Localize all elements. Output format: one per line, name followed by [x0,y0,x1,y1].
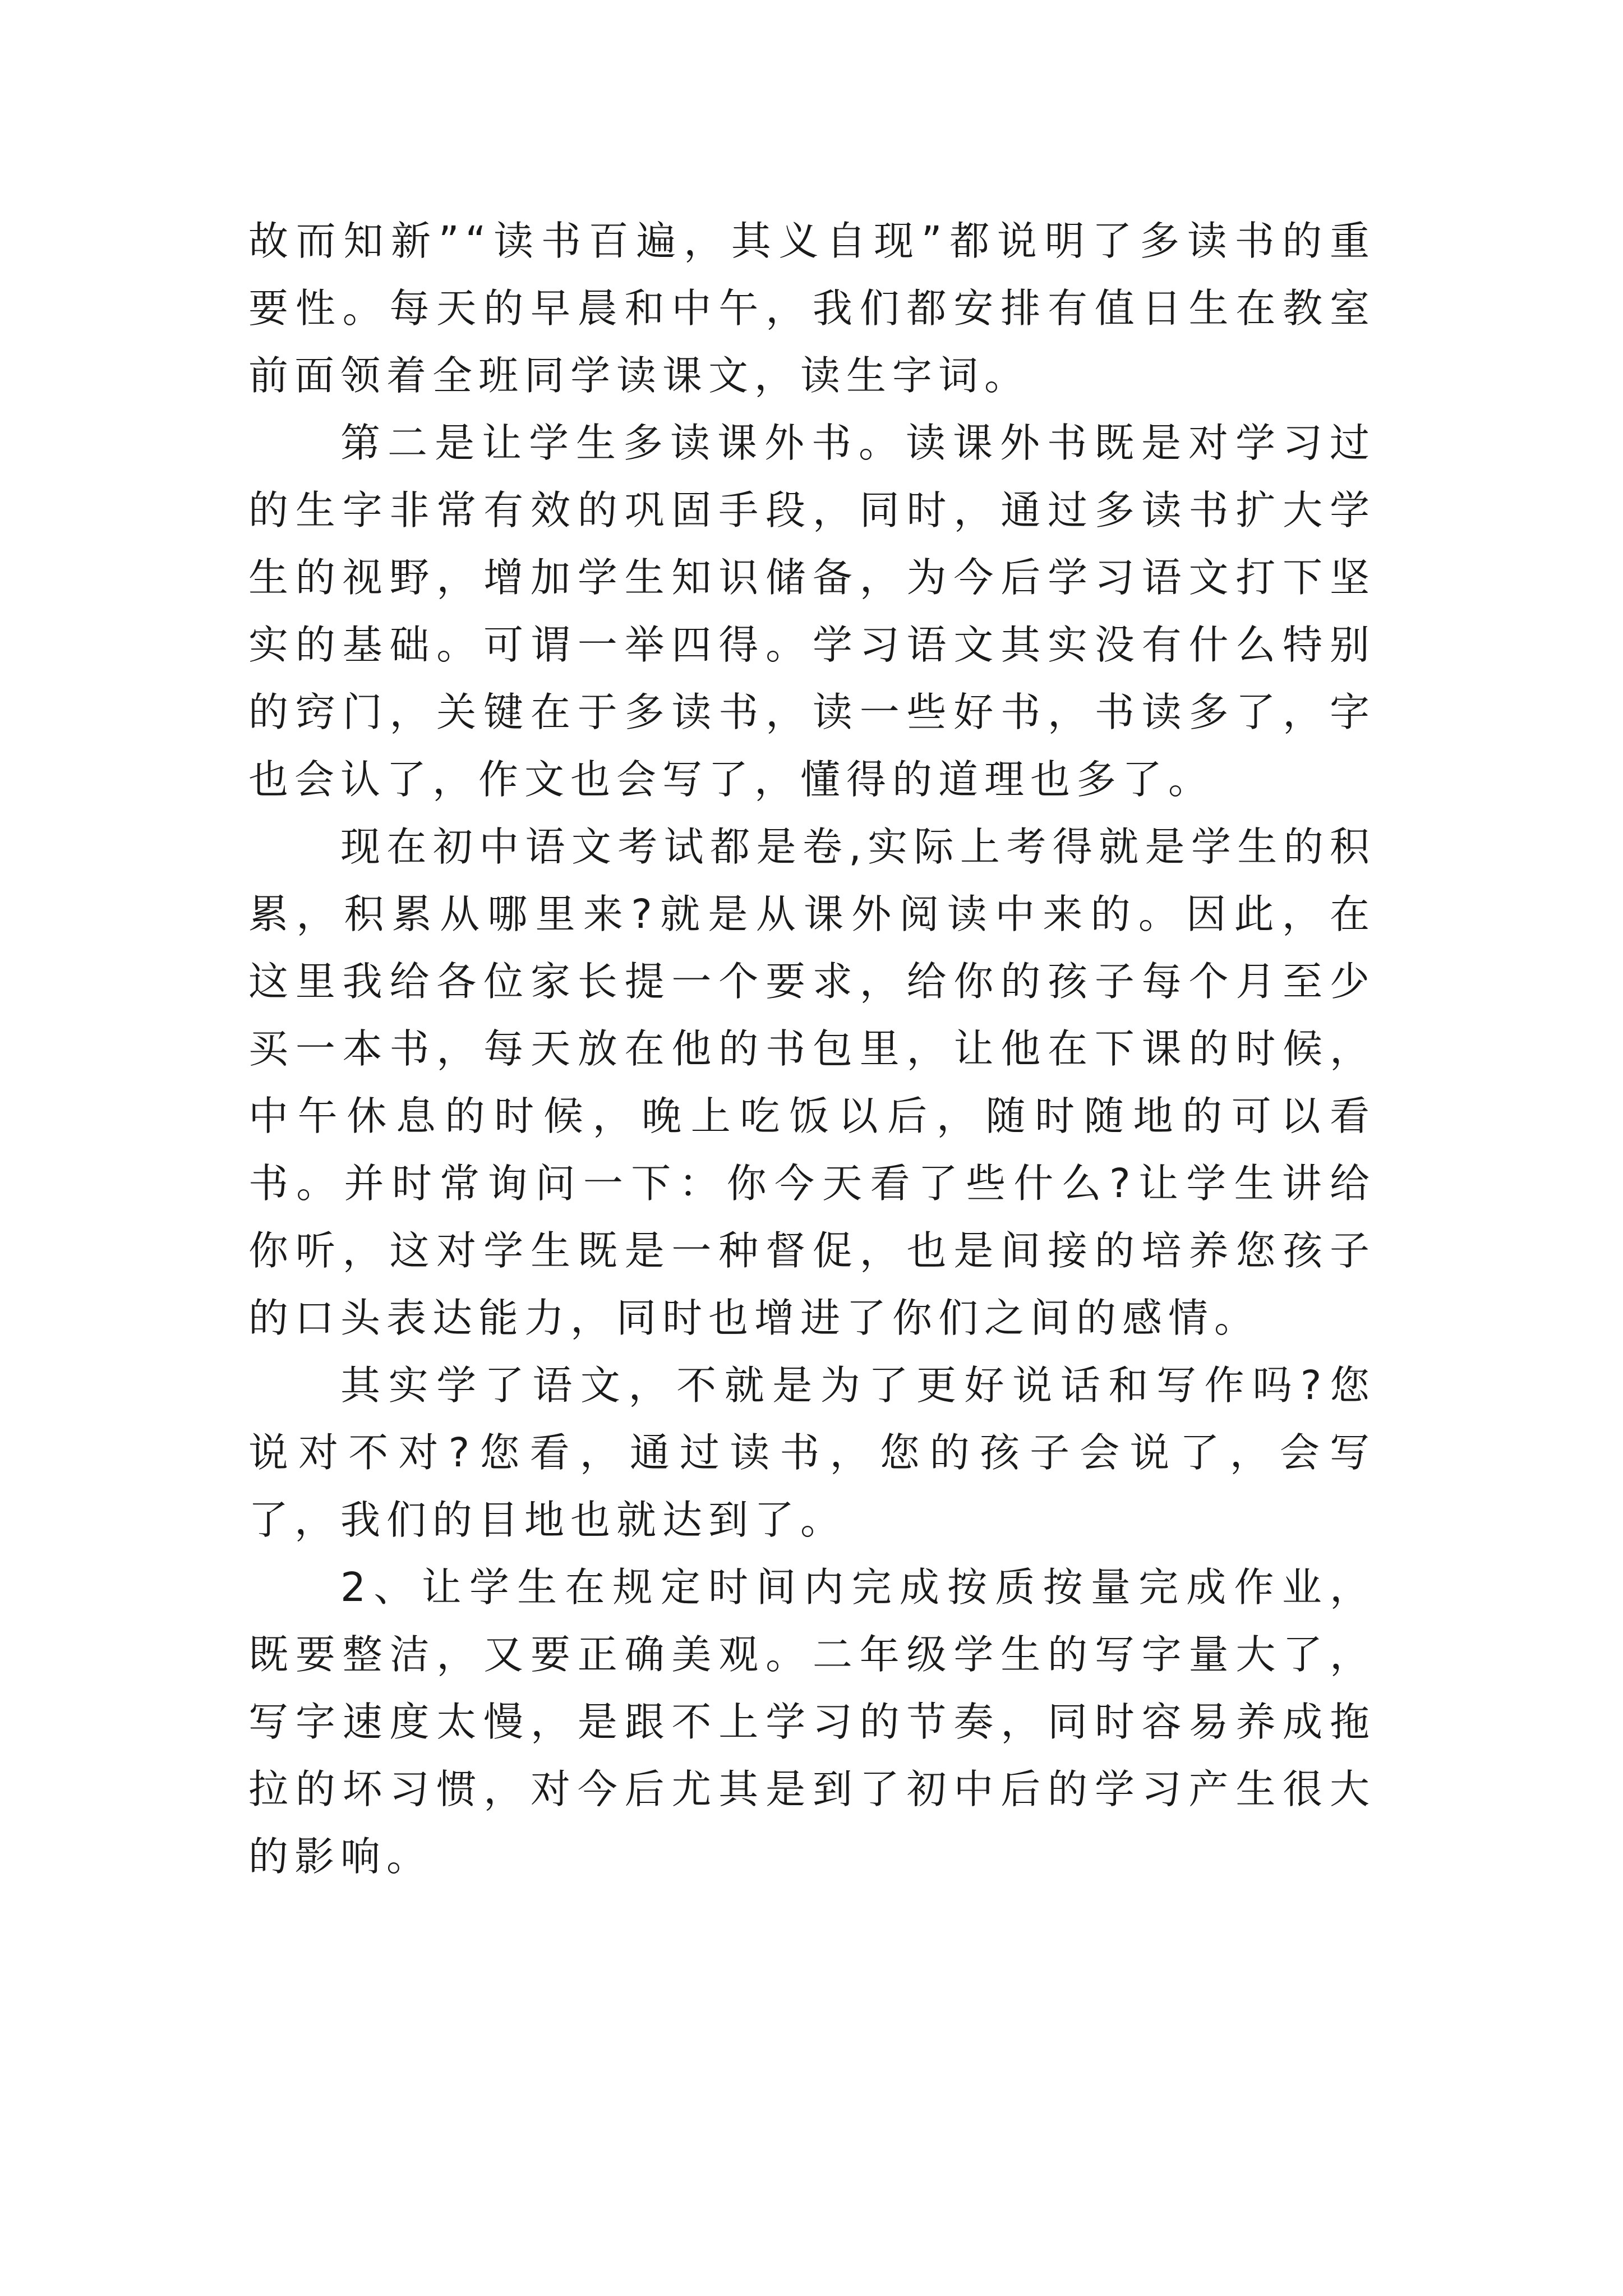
paragraph-3: 现在初中语文考试都是卷,实际上考得就是学生的积累，积累从哪里来?就是从课外阅读中来的。因此，在这里我给各位家长提一个要求，给你的孩子每个月至少买一本书，每天放在他的书包里，让他在下课的时候，中午休息的时候，晚上吃饭以后，随时随地的可以看书。并时常询问一下：你今天看了些什么?让学生讲给你听，这对学生既是一种督促，也是间接的培养您孩子的口头表达能力，同时也增进了你们之间的感情。 [248,823,1376,1341]
paragraph-4: 其实学了语文，不就是为了更好说话和写作吗?您说对不对?您看，通过读书，您的孩子会说了，会写了，我们的目地也就达到了。 [248,1362,1376,1543]
paragraph-5: 2、让学生在规定时间内完成按质按量完成作业，既要整洁，又要正确美观。二年级学生的写字量大了，写字速度太慢，是跟不上学习的节奏，同时容易养成拖拉的坏习惯，对今后尤其是到了初中后的学习产生很大的影响。 [248,1564,1376,1880]
paragraph-2: 第二是让学生多读课外书。读课外书既是对学习过的生字非常有效的巩固手段，同时，通过多读书扩大学生的视野，增加学生知识储备，为今后学习语文打下坚实的基础。可谓一举四得。学习语文其实没有什么特别的窍门，关键在于多读书，读一些好书，书读多了，字也会认了，作文也会写了，懂得的道理也多了。 [248,420,1376,803]
paragraph-1: 故而知新”“读书百遍，其义自现”都说明了多读书的重要性。每天的早晨和中午，我们都安排有值日生在教室前面领着全班同学读课文，读生字词。 [248,218,1376,399]
document-body [248,208,1376,1890]
